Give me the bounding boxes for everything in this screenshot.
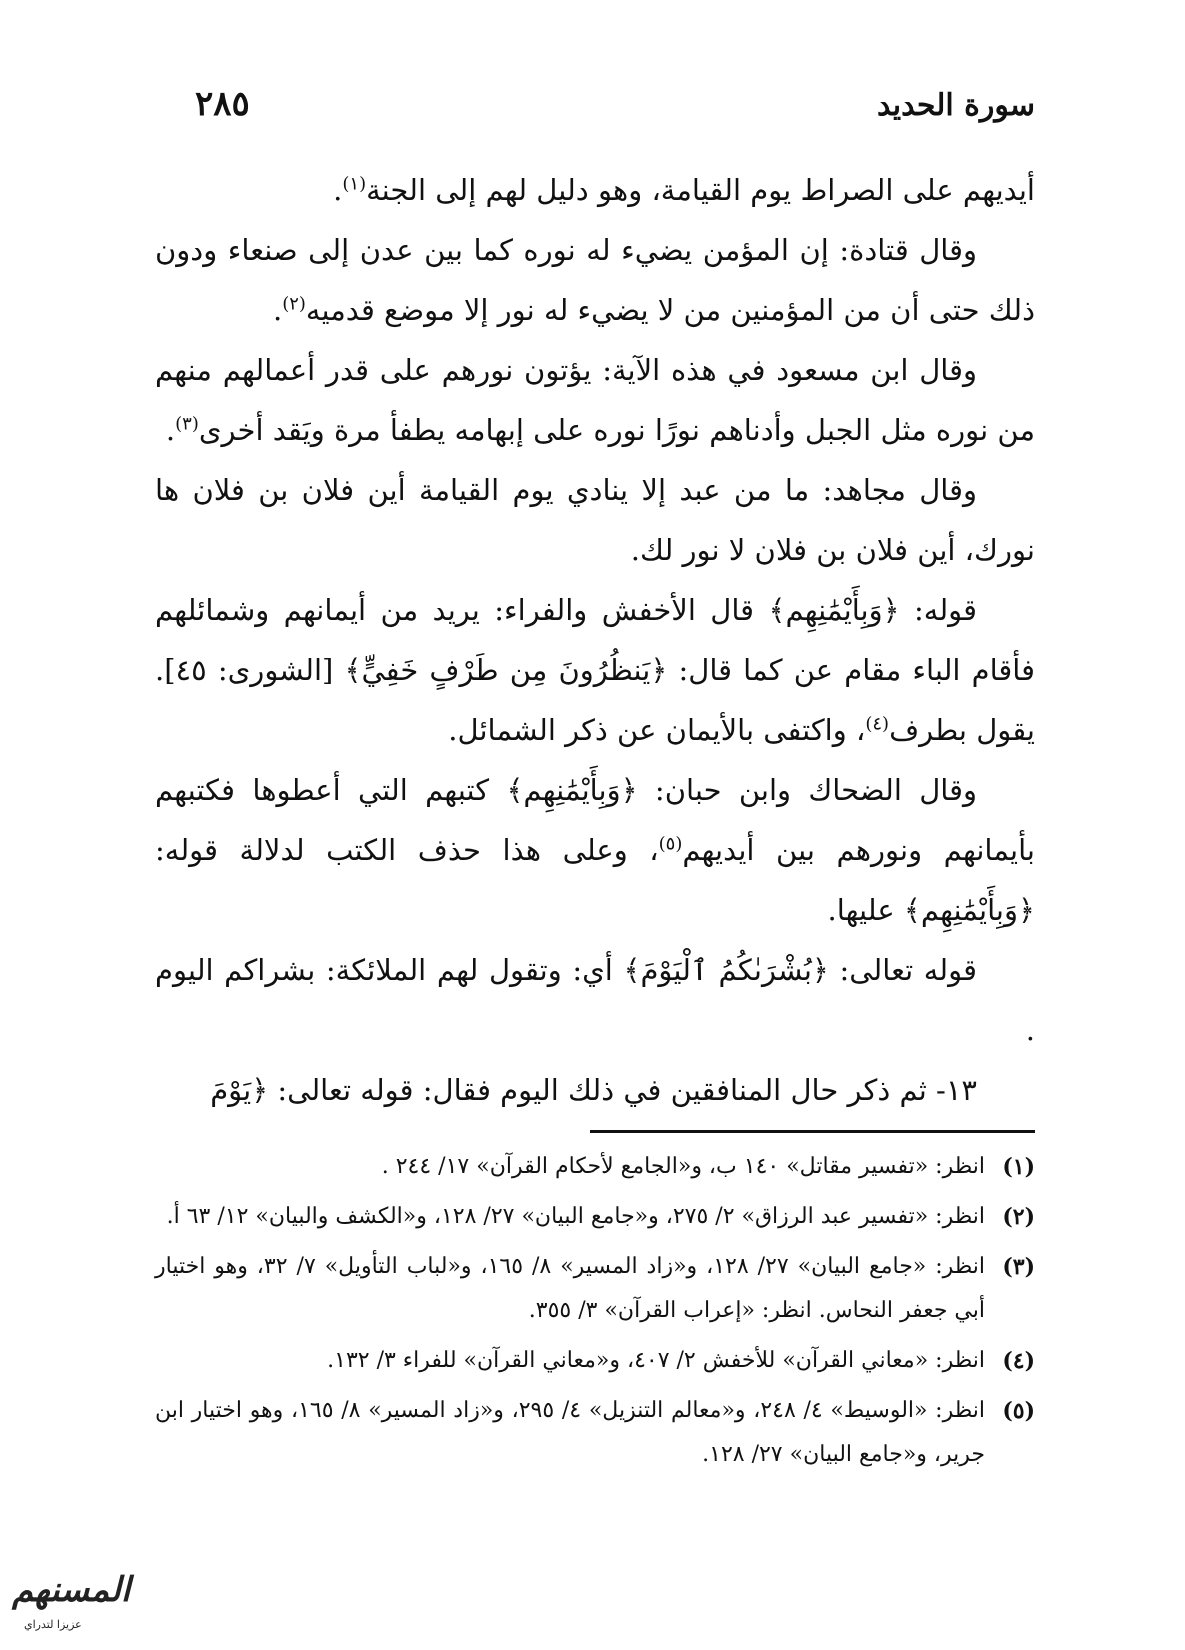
footnote-text: انظر: «تفسير عبد الرزاق» ٢/ ٢٧٥، و«جامع البيان» ٢٧/ ١٢٨، و«الكشف والبيان» ١٢/ ٦٣ أ. (166, 1204, 985, 1229)
footnote-text: انظر: «معاني القرآن» للأخفش ٢/ ٤٠٧، و«معاني القرآن» للفراء ٣/ ١٣٢. (327, 1348, 985, 1373)
paragraph-text: عليها. (827, 893, 904, 927)
footnote-2 (155, 1195, 1035, 1239)
main-text (155, 160, 1035, 1120)
paragraph-4 (155, 460, 1035, 580)
quran-quote: ﴿وَبِأَيْمَٰنِهِم﴾ (768, 593, 900, 627)
paragraph-text: وقال الضحاك وابن حبان: (637, 773, 977, 807)
footnote-text: انظر: «الوسيط» ٤/ ٢٤٨، و«معالم التنزيل» ٤/ ٢٩٥، و«زاد المسير» ٨/ ١٦٥، وهو اختيار ابن جرير، و«جامع البيان» ٢٧/ ١٢٨. (155, 1398, 986, 1467)
footnote-number: (١) (1002, 1154, 1035, 1180)
footnote-5 (155, 1389, 1035, 1477)
footnote-4 (155, 1339, 1035, 1383)
paragraph-text: [الشورى: ٤٥]. يقول بطرف (155, 653, 1035, 747)
stamp-sub-text: عزيزا لتدراي (24, 1618, 82, 1631)
footnote-reference[interactable]: (٣) (175, 413, 199, 435)
paragraph-6 (155, 760, 1035, 940)
footnote-1 (155, 1145, 1035, 1189)
footnote-divider (590, 1130, 1035, 1133)
footnote-number: (٢) (1002, 1204, 1035, 1230)
paragraph-text: قال الأخفش والفراء: يريد من أيمانهم وشمائلهم فأقام الباء مقام عن كما قال: (155, 593, 1035, 687)
paragraph-text: ١٣- ثم ذكر حال المنافقين في ذلك اليوم فقال: قوله تعالى: (268, 1073, 977, 1107)
paragraph-text: قوله: (899, 593, 978, 627)
page-number: ٢٨٥ (195, 84, 250, 124)
footnote-number: (٣) (1002, 1254, 1035, 1280)
paragraph-text: وقال قتادة: إن المؤمن يضيء له نوره كما بين عدن إلى صنعاء ودون ذلك حتى أن من المؤمنين من لا يضيء له نور إلا موضع قدميه (155, 233, 1035, 327)
footnote-reference[interactable]: (٢) (282, 293, 306, 315)
paragraph-5 (155, 580, 1035, 760)
paragraph-tail: . (165, 413, 176, 447)
paragraph-text: ، واكتفى بالأيمان عن ذكر الشمائل. (448, 713, 866, 747)
paragraph-8 (155, 1060, 1035, 1120)
footnote-reference[interactable]: (٤) (865, 713, 890, 735)
quran-quote: ﴿وَبِأَيْمَٰنِهِم﴾ (506, 773, 638, 807)
footnote-text: انظر: «جامع البيان» ٢٧/ ١٢٨، و«زاد المسير» ٨/ ١٦٥، و«لباب التأويل» ٧/ ٣٢، وهو اختيار أبي جعفر النحاس. انظر: «إعراب القرآن» ٣/ ٣٥٥. (155, 1254, 986, 1323)
stamp-main-text: المسنهم (12, 1570, 131, 1610)
quran-quote: ﴿يَوْمَ (210, 1073, 269, 1107)
quran-quote: ﴿بُشْرَىٰكُمُ ٱلْيَوْمَ﴾ (623, 953, 829, 987)
paragraph-tail: . (272, 293, 283, 327)
quran-quote: ﴿وَبِأَيْمَٰنِهِم﴾ (903, 893, 1035, 927)
footnote-number: (٥) (1002, 1398, 1035, 1424)
paragraph-text: كتبهم التي أعطوها فكتبهم بأيمانهم ونورهم بين أيديهم (155, 773, 1035, 867)
paragraph-tail: . (333, 173, 343, 207)
paragraph-text: وقال مجاهد: ما من عبد إلا ينادي يوم القيامة أين فلان بن فلان ها نورك، أين فلان بن فلان لا نور لك. (155, 473, 1035, 567)
footnote-number: (٤) (1002, 1348, 1035, 1374)
paragraph-3 (155, 340, 1035, 460)
paragraph-7 (155, 940, 1035, 1060)
paragraph-text: أي: وتقول لهم الملائكة: بشراكم اليوم . (155, 953, 1035, 1047)
footnote-reference[interactable]: (٥) (658, 833, 683, 855)
paragraph-text: ، وعلى هذا حذف الكتب لدلالة قوله: (155, 833, 659, 867)
footnotes (155, 1145, 1035, 1483)
paragraph-1 (155, 160, 1035, 220)
running-title: سورة الحديد (877, 88, 1035, 123)
footnote-text: انظر: «تفسير مقاتل» ١٤٠ ب، و«الجامع لأحكام القرآن» ١٧/ ٢٤٤ . (381, 1154, 985, 1179)
paragraph-text: أيديهم على الصراط يوم القيامة، وهو دليل لهم إلى الجنة (366, 173, 1035, 207)
footnote-reference[interactable]: (١) (342, 173, 367, 195)
footnote-3 (155, 1245, 1035, 1333)
paragraph-text: قوله تعالى: (828, 953, 977, 987)
paragraph-2 (155, 220, 1035, 340)
paragraph-text: وقال ابن مسعود في هذه الآية: يؤتون نورهم على قدر أعمالهم منهم من نوره مثل الجبل وأدناهم نورًا نوره على إبهامه يطفأ مرة ويَقد أخرى (155, 353, 1035, 447)
library-stamp-logo (6, 1560, 131, 1640)
quran-quote: ﴿يَنظُرُونَ مِن طَرْفٍ خَفِيٍّ﴾ (344, 653, 668, 687)
